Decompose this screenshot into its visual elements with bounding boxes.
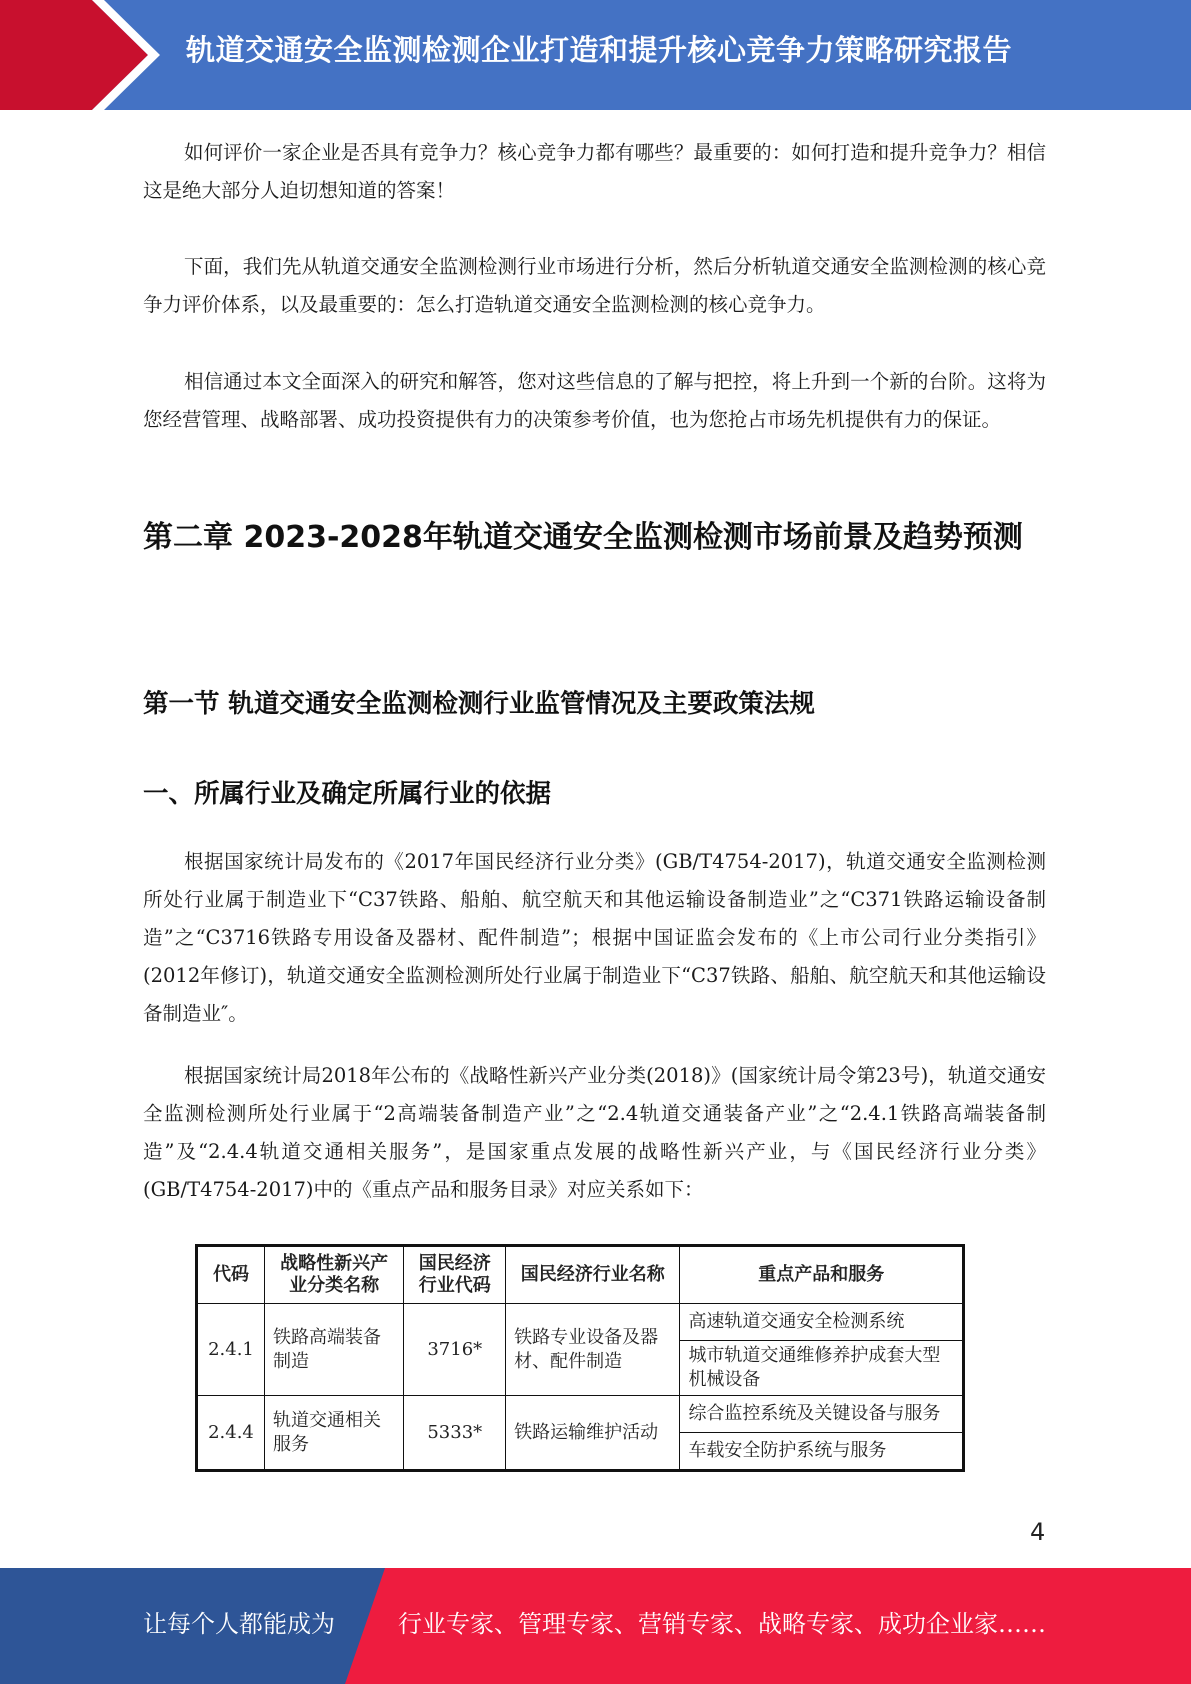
table-cell-industry-name: 铁路运输维护活动 [506,1396,680,1471]
section-heading: 第一节 轨道交通安全监测检测行业监管情况及主要政策法规 [143,689,815,719]
table-cell-code: 2.4.1 [197,1304,265,1396]
header-line: 战略性新兴产 [280,1253,389,1274]
footer-slogan-left: 让每个人都能成为 [143,1610,335,1638]
page-number: 4 [1030,1518,1046,1546]
table-row [197,1304,964,1341]
body-paragraph-industry-classification: 根据国家统计局发布的《2017年国民经济行业分类》(GB/T4754-2017)，轨道交通安全监测检测所处行业属于制造业下“C37铁路、船舶、航空航天和其他运输设备制造业”之“C371铁路运输设备制造”之“C3716铁路专用设备及器材、配件制造”；根据中国证监会发布的《上市公司行业分类指引》(2012年修订)，轨道交通安全监测检测所处行业属于制造业下“C37铁路、船舶、航空航天和其他运输设备制造业″。 [143,850,1046,1025]
table-row [197,1396,964,1433]
table-header-cell [264,1246,403,1304]
intro-paragraph-2: 下面，我们先从轨道交通安全监测检测行业市场进行分析，然后分析轨道交通安全监测检测的核心竞争力评价体系，以及最重要的：怎么打造轨道交通安全监测检测的核心竞争力。 [143,255,1046,316]
table-cell-category: 轨道交通相关服务 [264,1396,403,1471]
table-cell-category: 铁路高端装备制造 [264,1304,403,1396]
table-header-cell [404,1246,506,1304]
page-header [0,0,1191,110]
table-header-cell: 代码 [197,1246,265,1304]
table-cell-industry-code: 5333* [404,1396,506,1471]
industry-mapping-table [195,1244,965,1472]
report-title: 轨道交通安全监测检测企业打造和提升核心竞争力策略研究报告 [186,33,1013,67]
table-header-cell: 国民经济行业名称 [506,1246,680,1304]
header-line: 行业代码 [418,1275,491,1296]
intro-paragraph-1: 如何评价一家企业是否具有竞争力？核心竞争力都有哪些？最重要的：如何打造和提升竞争力？相信这是绝大部分人迫切想知道的答案！ [143,141,1046,202]
table-header-cell: 重点产品和服务 [680,1246,964,1304]
table-cell-industry-name: 铁路专业设备及器材、配件制造 [506,1304,680,1396]
table-cell-code: 2.4.4 [197,1396,265,1471]
header-line: 业分类名称 [289,1275,380,1296]
footer-slogan-right: 行业专家、管理专家、营销专家、战略专家、成功企业家…… [398,1610,1046,1638]
table-cell-product: 城市轨道交通维修养护成套大型机械设备 [680,1341,964,1396]
table-cell-product: 高速轨道交通安全检测系统 [680,1304,964,1341]
chapter-heading: 第二章 2023-2028年轨道交通安全监测检测市场前景及趋势预测 [143,520,1023,555]
table-header-row [197,1246,964,1304]
intro-paragraph-3: 相信通过本文全面深入的研究和解答，您对这些信息的了解与把控，将上升到一个新的台阶。这将为您经营管理、战略部署、成功投资提供有力的决策参考价值，也为您抢占市场先机提供有力的保证。 [143,370,1046,431]
body-paragraph-strategic-industry: 根据国家统计局2018年公布的《战略性新兴产业分类(2018)》(国家统计局令第23号)，轨道交通安全监测检测所处行业属于“2高端装备制造产业”之“2.4轨道交通装备产业”之“2.4.1铁路高端装备制造”及“2.4.4轨道交通相关服务”，是国家重点发展的战略性新兴产业，与《国民经济行业分类》(GB/T4754-2017)中的《重点产品和服务目录》对应关系如下： [143,1064,1046,1201]
table-cell-industry-code: 3716* [404,1304,506,1396]
table-cell-product: 车载安全防护系统与服务 [680,1433,964,1471]
subsection-heading: 一、所属行业及确定所属行业的依据 [143,779,552,809]
table-cell-product: 综合监控系统及关键设备与服务 [680,1396,964,1433]
header-line: 国民经济 [418,1253,491,1274]
page-footer [0,1568,1191,1684]
